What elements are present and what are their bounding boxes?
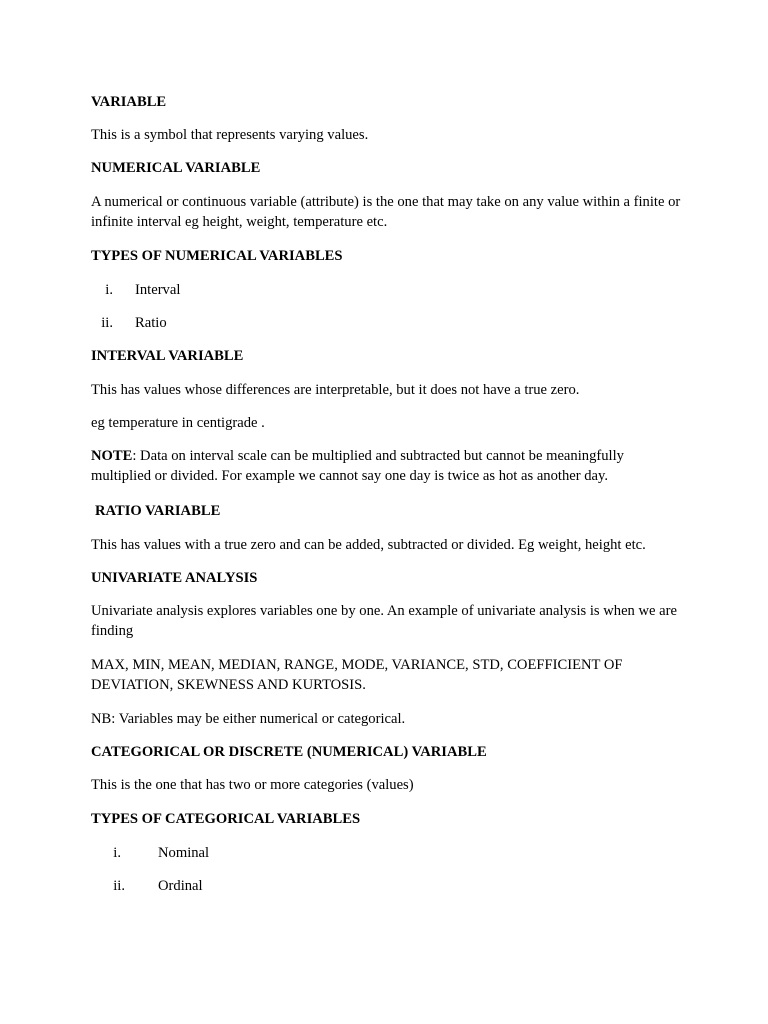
- list-item-number: ii.: [101, 315, 113, 331]
- paragraph-interval-example: eg temperature in centigrade .: [91, 415, 265, 431]
- paragraph-numerical-definition: A numerical or continuous variable (attribute) is the one that may take on any value within a finite or infinite interval eg height, weight, temperature etc.: [91, 194, 681, 230]
- paragraph-categorical-definition: This is the one that has two or more categories (values): [91, 777, 414, 793]
- note-text: : Data on interval scale can be multiplied and subtracted but cannot be meaningfully multiplied or divided. For example we cannot say one day is twice as hot as another day.: [91, 448, 624, 484]
- paragraph-variable-definition: This is a symbol that represents varying values.: [91, 127, 369, 143]
- list-item-ordinal: Ordinal: [158, 878, 203, 894]
- list-item-ratio: Ratio: [135, 315, 167, 331]
- note-label: NOTE: [91, 448, 133, 464]
- list-item-number: i.: [113, 845, 121, 861]
- paragraph-univariate-definition: Univariate analysis explores variables one by one. An example of univariate analysis is when we are finding: [91, 603, 677, 639]
- heading-variable: VARIABLE: [91, 94, 167, 110]
- paragraph-nb: NB: Variables may be either numerical or categorical.: [91, 711, 406, 727]
- list-item-nominal: Nominal: [158, 845, 210, 861]
- heading-numerical-variable: NUMERICAL VARIABLE: [91, 160, 261, 176]
- list-item-number: i.: [105, 282, 113, 298]
- heading-ratio-variable: RATIO VARIABLE: [95, 503, 221, 519]
- paragraph-ratio-definition: This has values with a true zero and can be added, subtracted or divided. Eg weight, height etc.: [91, 537, 646, 553]
- heading-categorical-variable: CATEGORICAL OR DISCRETE (NUMERICAL) VARIABLE: [91, 744, 487, 760]
- heading-interval-variable: INTERVAL VARIABLE: [91, 348, 244, 364]
- list-item-number: ii.: [113, 878, 125, 894]
- paragraph-note: [91, 446, 681, 486]
- heading-types-categorical: TYPES OF CATEGORICAL VARIABLES: [91, 811, 361, 827]
- paragraph-interval-definition: This has values whose differences are interpretable, but it does not have a true zero.: [91, 382, 580, 398]
- list-item-interval: Interval: [135, 282, 181, 298]
- heading-types-numerical: TYPES OF NUMERICAL VARIABLES: [91, 248, 343, 264]
- paragraph-univariate-measures: MAX, MIN, MEAN, MEDIAN, RANGE, MODE, VARIANCE, STD, COEFFICIENT OF DEVIATION, SKEWNESS AND KURTOSIS.: [91, 657, 623, 693]
- heading-univariate-analysis: UNIVARIATE ANALYSIS: [91, 570, 258, 586]
